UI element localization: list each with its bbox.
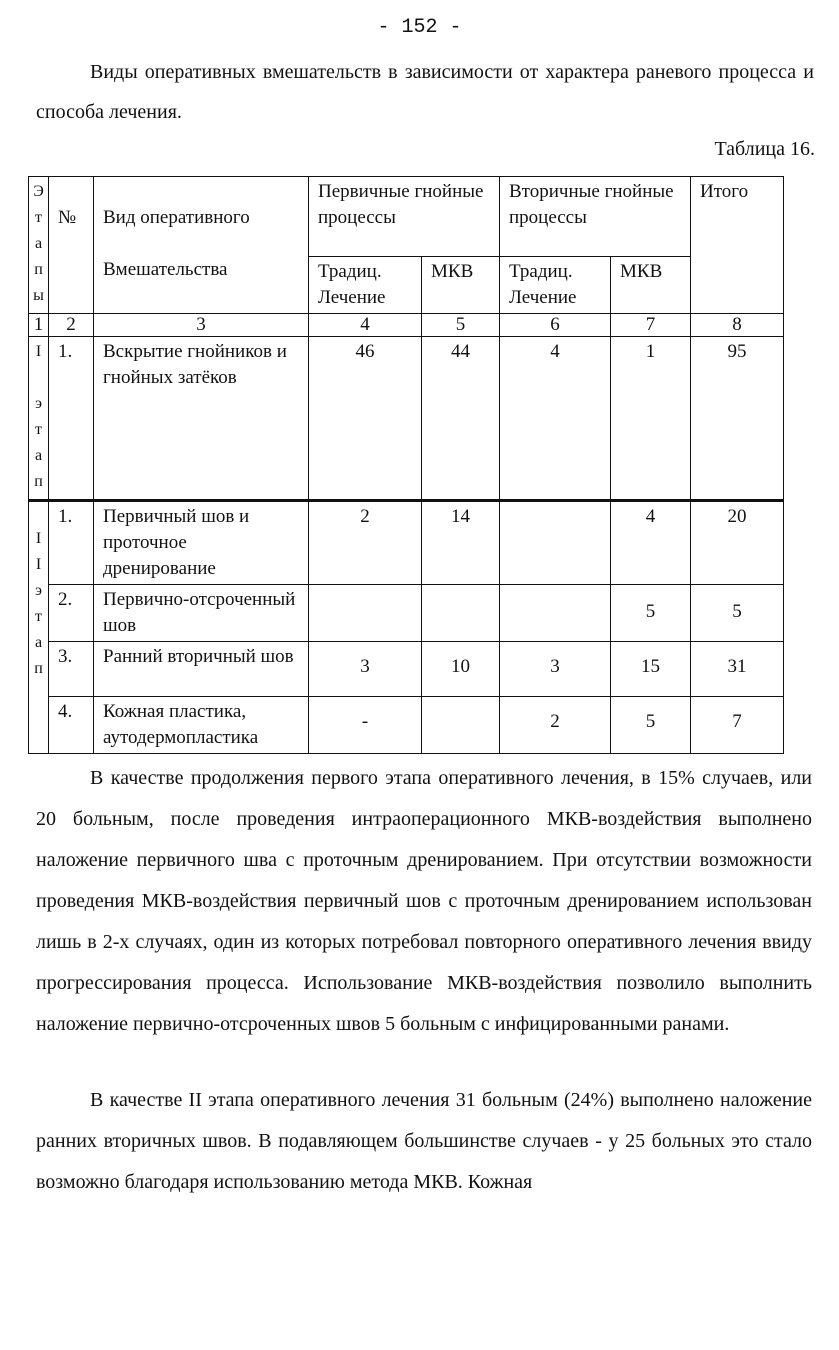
primary-mkv-value: 44 — [422, 337, 500, 501]
column-index-row — [29, 314, 784, 337]
operation-name: Первично-отсроченный шов — [94, 585, 309, 642]
header-primary-processes: Первичные гнойные процессы — [309, 177, 500, 257]
document-title: Виды оперативных вмешательств в зависимости от характера раневого процесса и способа лечения. — [36, 61, 814, 123]
col-index: 7 — [611, 314, 691, 337]
col-index: 4 — [309, 314, 422, 337]
operation-name: Первичный шов и проточное дренирование — [94, 501, 309, 585]
stage-2-label: I I э т а п — [29, 501, 49, 754]
primary-trad-value — [309, 585, 422, 642]
table-row — [29, 585, 784, 642]
body-paragraph-1: В качестве продолжения первого этапа оперативного лечения, в 15% случаев, или 20 больным, после проведения интраоперационного МКВ-воздействия выполнено наложение первичного шва с проточным дренированием. При отсутствии возможности проведения МКВ-воздействия первичный шов с проточным дренированием использован лишь в 2-х случаях, один из которых потребовал повторного оперативного лечения ввиду прогрессирования процесса. Использование МКВ-воздействия позволило выполнить наложение первично-отсроченных швов 5 больным с инфицированными ранами. — [36, 767, 812, 1035]
header-secondary-trad: Традиц. Лечение — [500, 257, 611, 314]
table-row — [29, 642, 784, 697]
row-number: 1. — [49, 337, 94, 501]
row-number: 1. — [49, 501, 94, 585]
secondary-mkv-value: 5 — [611, 585, 691, 642]
secondary-mkv-value: 15 — [611, 642, 691, 697]
header-stages: Э т а п ы — [29, 177, 49, 314]
total-value: 95 — [691, 337, 784, 501]
total-value: 5 — [691, 585, 784, 642]
header-secondary-mkv: МКВ — [611, 257, 691, 314]
operations-table — [28, 176, 784, 754]
row-number: 3. — [49, 642, 94, 697]
operation-name: Кожная пластика, аутодермопластика — [94, 697, 309, 754]
total-value: 31 — [691, 642, 784, 697]
table-row — [29, 501, 784, 585]
primary-trad-value: 2 — [309, 501, 422, 585]
row-number: 4. — [49, 697, 94, 754]
header-primary-trad: Традиц. Лечение — [309, 257, 422, 314]
col-index: 8 — [691, 314, 784, 337]
header-operation-type: Вид оперативного Вмешательства — [94, 177, 309, 314]
stage-1-label: I э т а п — [29, 337, 49, 501]
header-total: Итого — [691, 177, 784, 314]
primary-mkv-value: 10 — [422, 642, 500, 697]
col-index: 2 — [49, 314, 94, 337]
secondary-trad-value: 2 — [500, 697, 611, 754]
secondary-trad-value: 3 — [500, 642, 611, 697]
total-value: 7 — [691, 697, 784, 754]
col-index: 6 — [500, 314, 611, 337]
secondary-trad-value — [500, 585, 611, 642]
body-paragraph-2: В качестве II этапа оперативного лечения 31 больным (24%) выполнено наложение ранних вторичных швов. В подавляющем большинстве случаев - у 25 больных это стало возможно благодаря использованию метода МКВ. Кожная — [36, 1089, 812, 1193]
primary-trad-value: 3 — [309, 642, 422, 697]
secondary-trad-value — [500, 501, 611, 585]
primary-trad-value: 46 — [309, 337, 422, 501]
secondary-mkv-value: 5 — [611, 697, 691, 754]
secondary-trad-value: 4 — [500, 337, 611, 501]
primary-mkv-value — [422, 585, 500, 642]
header-primary-mkv: МКВ — [422, 257, 500, 314]
col-index: 5 — [422, 314, 500, 337]
col-index: 3 — [94, 314, 309, 337]
row-number: 2. — [49, 585, 94, 642]
secondary-mkv-value: 1 — [611, 337, 691, 501]
primary-mkv-value: 14 — [422, 501, 500, 585]
table-row — [29, 337, 784, 501]
table-label: Таблица 16. — [714, 138, 815, 160]
primary-mkv-value — [422, 697, 500, 754]
secondary-mkv-value: 4 — [611, 501, 691, 585]
total-value: 20 — [691, 501, 784, 585]
header-number: № — [49, 177, 94, 314]
operation-name: Ранний вторичный шов — [94, 642, 309, 697]
table-row — [29, 697, 784, 754]
col-index: 1 — [29, 314, 49, 337]
operation-name: Вскрытие гнойников и гнойных затёков — [94, 337, 309, 501]
primary-trad-value: - — [309, 697, 422, 754]
page-number: - 152 - — [377, 16, 462, 39]
header-secondary-processes: Вторичные гнойные процессы — [500, 177, 691, 257]
